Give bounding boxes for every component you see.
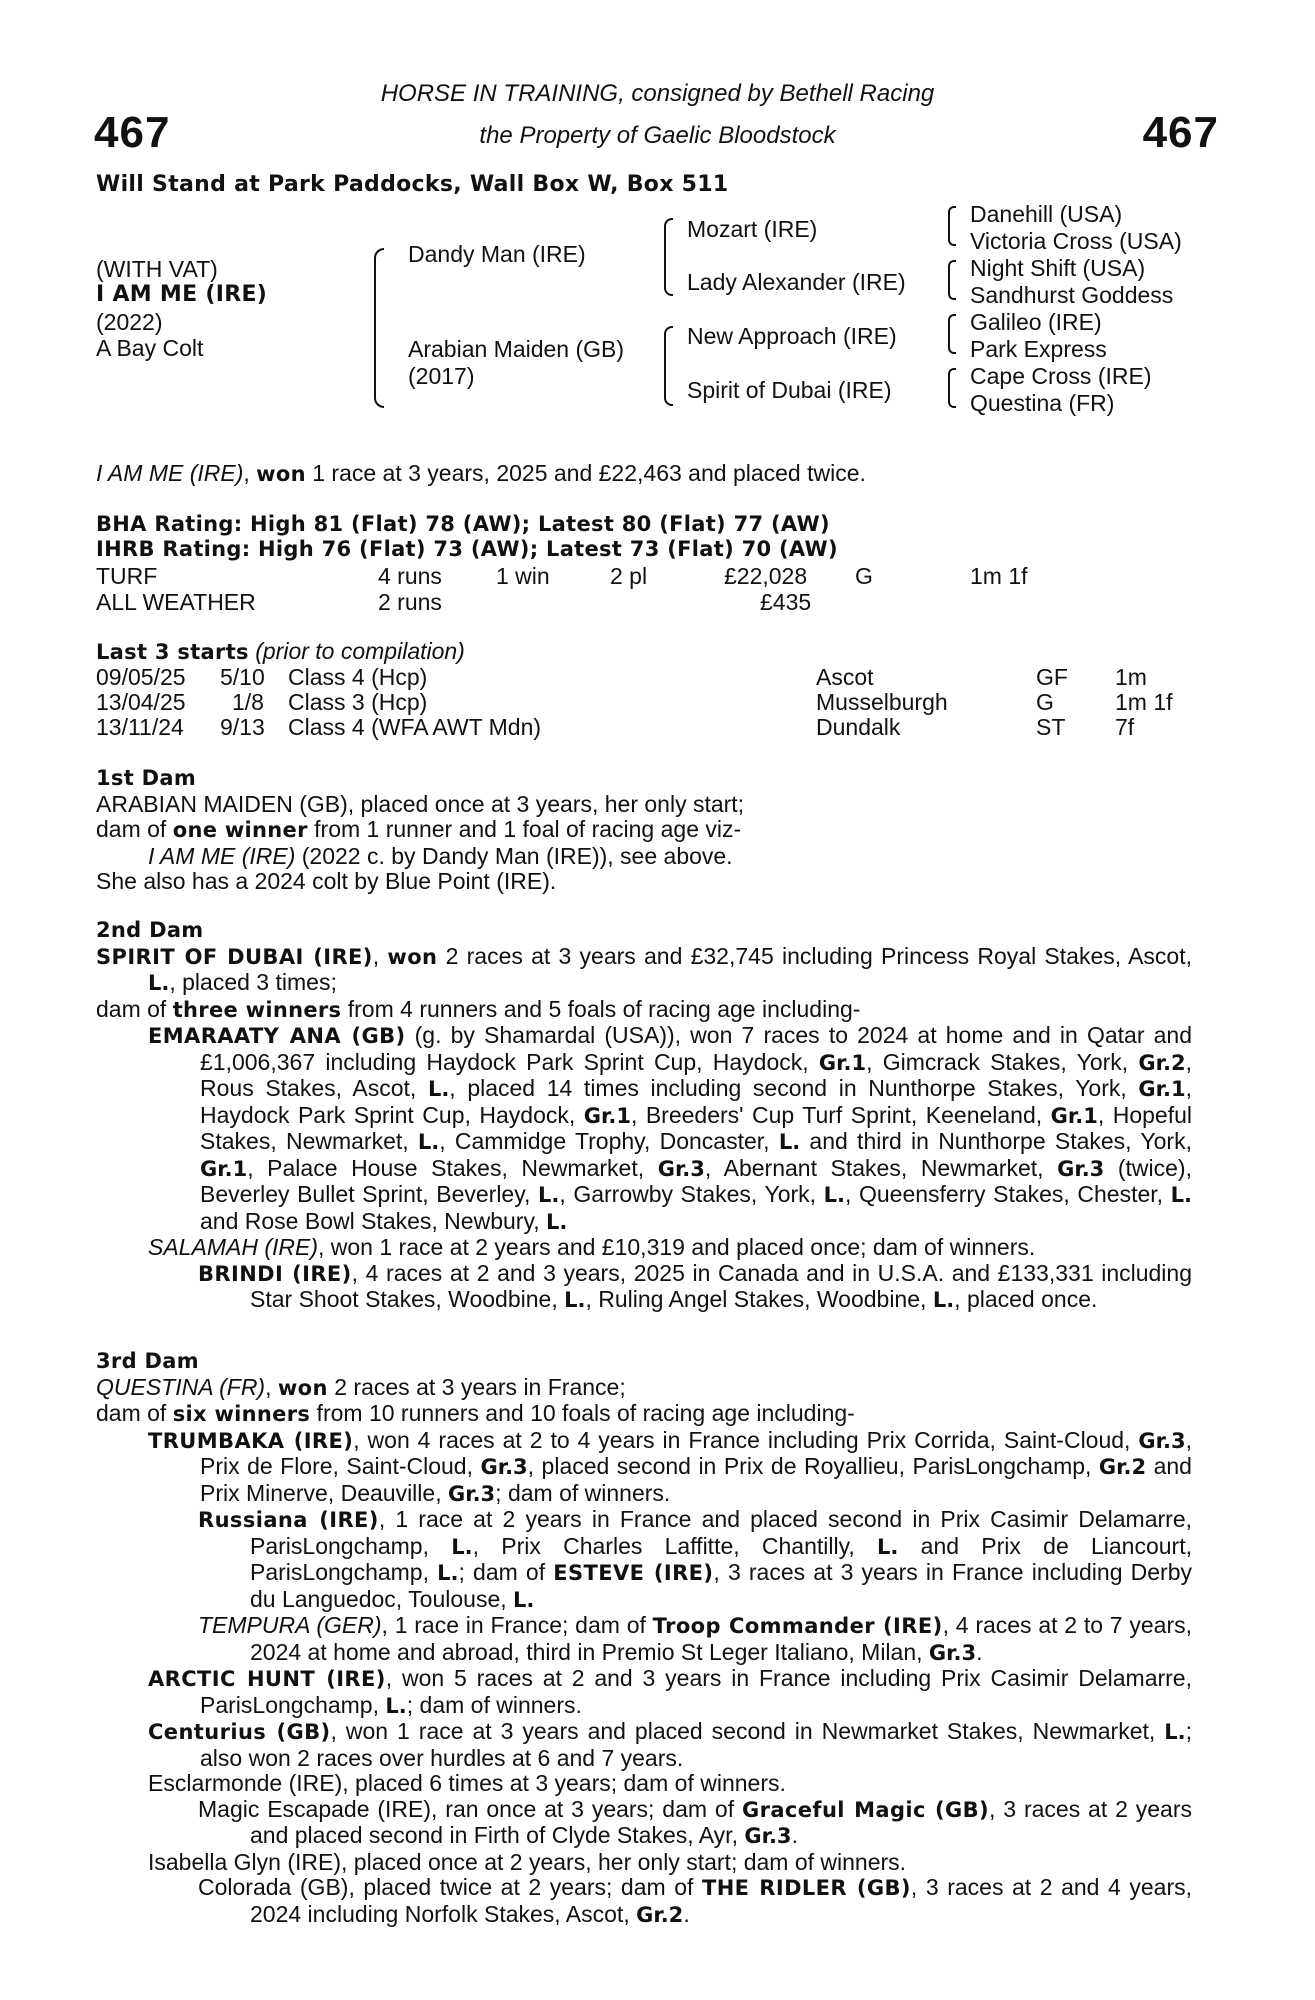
third-dam-intro: QUESTINA (FR), won 2 races at 3 years in France; bbox=[96, 1373, 626, 1400]
horse-name: I AM ME (IRE) bbox=[96, 282, 268, 307]
record-aw-runs: 2 runs bbox=[378, 589, 442, 615]
first-dam-line-4: She also has a 2024 colt by Blue Point (IRE). bbox=[96, 868, 557, 894]
record-turf-surface: TURF bbox=[96, 563, 158, 589]
pedigree-brace-ss bbox=[948, 206, 956, 246]
progeny-russiana: Russiana (IRE), 1 race at 2 years in France and placed second in Prix Casimir Delamarre, ParisLongchamp, L., Prix Charles Laffitte, Chantilly, L. and Prix de Liancourt, ParisLongchamp, L.; dam of ESTEVE (IRE), 3 races at 3 years in France including Derby du Languedoc, Toulouse, L. bbox=[198, 1506, 1193, 1612]
progeny-arctic-hunt: ARCTIC HUNT (IRE), won 5 races at 2 and 3 years in France including Prix Casimir Delamarre, ParisLongchamp, L.; dam of winners. bbox=[148, 1665, 1192, 1718]
third-dam-section bbox=[96, 1349, 1192, 1928]
pedigree-brace-dd bbox=[948, 368, 956, 408]
start-2-race: Class 3 (Hcp) bbox=[288, 689, 428, 715]
start-3-race: Class 4 (WFA AWT Mdn) bbox=[288, 714, 542, 740]
horse-description: A Bay Colt bbox=[96, 335, 204, 361]
start-3-distance: 7f bbox=[1115, 714, 1135, 740]
summary-text: 1 race at 3 years, 2025 and £22,463 and placed twice. bbox=[305, 460, 866, 486]
pedigree-dam-sire: New Approach (IRE) bbox=[687, 323, 897, 349]
pedigree-brace-main bbox=[374, 248, 384, 408]
second-dam-section bbox=[96, 918, 1192, 1314]
bha-rating: BHA Rating: High 81 (Flat) 78 (AW); Latest 80 (Flat) 77 (AW) bbox=[96, 512, 830, 536]
vat-note: (WITH VAT) bbox=[96, 256, 218, 282]
start-2-distance: 1m 1f bbox=[1115, 689, 1173, 715]
pedigree-dss: Galileo (IRE) bbox=[970, 309, 1102, 335]
pedigree-ssd: Victoria Cross (USA) bbox=[970, 228, 1182, 254]
pedigree-dds: Cape Cross (IRE) bbox=[970, 363, 1152, 389]
start-1-race: Class 4 (Hcp) bbox=[288, 664, 428, 690]
progeny-tempura: TEMPURA (GER), 1 race in France; dam of Troop Commander (IRE), 4 races at 2 to 7 years, 2024 at home and abroad, third in Premio St Leger Italiano, Milan, Gr.3. bbox=[198, 1612, 1192, 1665]
summary-won: won bbox=[256, 462, 306, 486]
progeny-salamah: SALAMAH (IRE), won 1 race at 2 years and £10,319 and placed once; dam of winners. bbox=[148, 1234, 1036, 1260]
first-dam-section bbox=[96, 766, 1192, 895]
pedigree-dam: Arabian Maiden (GB) bbox=[408, 336, 625, 362]
header-property: the Property of Gaelic Bloodstock bbox=[479, 122, 836, 149]
record-turf-runs: 4 runs bbox=[378, 563, 442, 589]
second-dam-heading: 2nd Dam bbox=[96, 918, 204, 942]
pedigree-sire-sire: Mozart (IRE) bbox=[687, 216, 818, 242]
first-dam-line-1: ARABIAN MAIDEN (GB), placed once at 3 years, her only start; bbox=[96, 790, 745, 817]
lot-number-right: 467 bbox=[1142, 108, 1219, 157]
progeny-colorada: Colorada (GB), placed twice at 2 years; dam of THE RIDLER (GB), 3 races at 2 and 4 years, 2024 including Norfolk Stakes, Ascot, Gr.2. bbox=[198, 1874, 1192, 1927]
summary-line: I AM ME (IRE), won 1 race at 3 years, 2025 and £22,463 and placed twice. bbox=[96, 460, 866, 486]
lot-number-left: 467 bbox=[94, 108, 171, 157]
pedigree-brace-ds bbox=[948, 314, 956, 354]
pedigree-sss: Danehill (USA) bbox=[970, 201, 1123, 227]
start-3-position: 9/13 bbox=[220, 714, 265, 740]
record-aw-surface: ALL WEATHER bbox=[96, 589, 256, 615]
record-turf-wins: 1 win bbox=[496, 563, 550, 589]
start-1-distance: 1m bbox=[1115, 664, 1147, 690]
stand-location: Will Stand at Park Paddocks, Wall Box W, Box 511 bbox=[96, 172, 729, 197]
first-dam-progeny: I AM ME (IRE) (2022 c. by Dandy Man (IRE)), see above. bbox=[148, 842, 733, 869]
last-starts-title: Last 3 starts bbox=[96, 640, 249, 664]
pedigree-brace-dam bbox=[664, 326, 673, 406]
second-dam-winners: dam of three winners from 4 runners and 5 foals of racing age including- bbox=[96, 995, 861, 1022]
progeny-centurius: Centurius (GB), won 1 race at 3 years and placed second in Newmarket Stakes, Newmarket, L.; also won 2 races over hurdles at 6 and 7 years. bbox=[148, 1718, 1192, 1771]
first-dam-heading: 1st Dam bbox=[96, 766, 197, 790]
third-dam-winners: dam of six winners from 10 runners and 10 foals of racing age including- bbox=[96, 1400, 855, 1426]
start-2-date: 13/04/25 bbox=[96, 689, 186, 715]
start-1-course: Ascot bbox=[816, 664, 874, 690]
pedigree-sdd: Sandhurst Goddess bbox=[970, 282, 1174, 308]
second-dam-intro: SPIRIT OF DUBAI (IRE), won 2 races at 3 years and £32,745 including Princess Royal Stakes, Ascot, L., placed 3 times; bbox=[96, 942, 1193, 995]
pedigree-ddd: Questina (FR) bbox=[970, 390, 1115, 416]
start-2-position: 1/8 bbox=[232, 689, 264, 715]
pedigree-dam-year: (2017) bbox=[408, 363, 475, 389]
progeny-brindi: BRINDI (IRE), 4 races at 2 and 3 years, 2025 in Canada and in U.S.A. and £133,331 including Star Shoot Stakes, Woodbine, L., Ruling Angel Stakes, Woodbine, L., placed once. bbox=[198, 1259, 1193, 1312]
pedigree-dsd: Park Express bbox=[970, 336, 1107, 362]
pedigree-sire: Dandy Man (IRE) bbox=[408, 241, 586, 267]
pedigree-sire-dam: Lady Alexander (IRE) bbox=[687, 269, 906, 295]
last-starts-heading bbox=[96, 638, 465, 665]
summary-horse-name: I AM ME (IRE) bbox=[96, 460, 244, 486]
last-starts-note: (prior to compilation) bbox=[248, 638, 465, 664]
progeny-isabella-glyn: Isabella Glyn (IRE), placed once at 2 years, her only start; dam of winners. bbox=[148, 1848, 907, 1875]
progeny-magic-escapade: Magic Escapade (IRE), ran once at 3 years; dam of Graceful Magic (GB), 3 races at 2 years and placed second in Firth of Clyde Stakes, Ayr, Gr.3. bbox=[198, 1795, 1192, 1848]
record-turf-prize: £22,028 bbox=[724, 563, 808, 589]
pedigree-dam-dam: Spirit of Dubai (IRE) bbox=[687, 377, 892, 403]
start-1-going: GF bbox=[1036, 664, 1068, 690]
progeny-trumbaka: TRUMBAKA (IRE), won 4 races at 2 to 4 years in France including Prix Corrida, Saint-Cloud, Gr.3, Prix de Flore, Saint-Cloud, Gr.3, placed second in Prix de Royallieu, ParisLongchamp, Gr.2 and Prix Minerve, Deauville, Gr.3; dam of winners. bbox=[148, 1426, 1192, 1506]
start-3-going: ST bbox=[1036, 714, 1066, 740]
start-3-course: Dundalk bbox=[816, 714, 901, 740]
start-3-date: 13/11/24 bbox=[96, 714, 184, 740]
third-dam-heading: 3rd Dam bbox=[96, 1349, 199, 1373]
horse-year: (2022) bbox=[96, 309, 163, 335]
first-dam-line-2: dam of one winner from 1 runner and 1 foal of racing age viz- bbox=[96, 816, 742, 842]
record-turf-going: G bbox=[855, 563, 873, 589]
header-consignor: HORSE IN TRAINING, consigned by Bethell Racing bbox=[380, 80, 935, 107]
start-1-date: 09/05/25 bbox=[96, 664, 186, 690]
progeny-emaraaty-ana: EMARAATY ANA (GB) (g. by Shamardal (USA)), won 7 races to 2024 at home and in Qatar and £1,006,367 including Haydock Park Sprint Cup, Haydock, Gr.1, Gimcrack Stakes, York, Gr.2, Rous Stakes, Ascot, L., placed 14 times including second in Nunthorpe Stakes, York, Gr.1, Haydock Park Sprint Cup, Haydock, Gr.1, Breeders' Cup Turf Sprint, Keeneland, Gr.1, Hopeful Stakes, Newmarket, L., Cammidge Trophy, Doncaster, L. and third in Nunthorpe Stakes, York, Gr.1, Palace House Stakes, Newmarket, Gr.3, Abernant Stakes, Newmarket, Gr.3 (twice), Beverley Bullet Sprint, Beverley, L., Garrowby Stakes, York, L., Queensferry Stakes, Chester, L. and Rose Bowl Stakes, Newbury, L. bbox=[148, 1022, 1192, 1234]
pedigree-brace-sd bbox=[948, 260, 956, 300]
record-turf-placed: 2 pl bbox=[610, 563, 648, 589]
record-turf-distance: 1m 1f bbox=[970, 563, 1028, 589]
ihrb-rating: IHRB Rating: High 76 (Flat) 73 (AW); Latest 73 (Flat) 70 (AW) bbox=[96, 537, 838, 561]
pedigree-sds: Night Shift (USA) bbox=[970, 255, 1146, 281]
pedigree-brace-sire bbox=[664, 218, 673, 296]
start-2-course: Musselburgh bbox=[816, 689, 948, 715]
start-2-going: G bbox=[1036, 689, 1054, 715]
progeny-esclarmonde: Esclarmonde (IRE), placed 6 times at 3 years; dam of winners. bbox=[148, 1770, 786, 1796]
start-1-position: 5/10 bbox=[220, 664, 265, 690]
record-aw-prize: £435 bbox=[760, 589, 812, 615]
